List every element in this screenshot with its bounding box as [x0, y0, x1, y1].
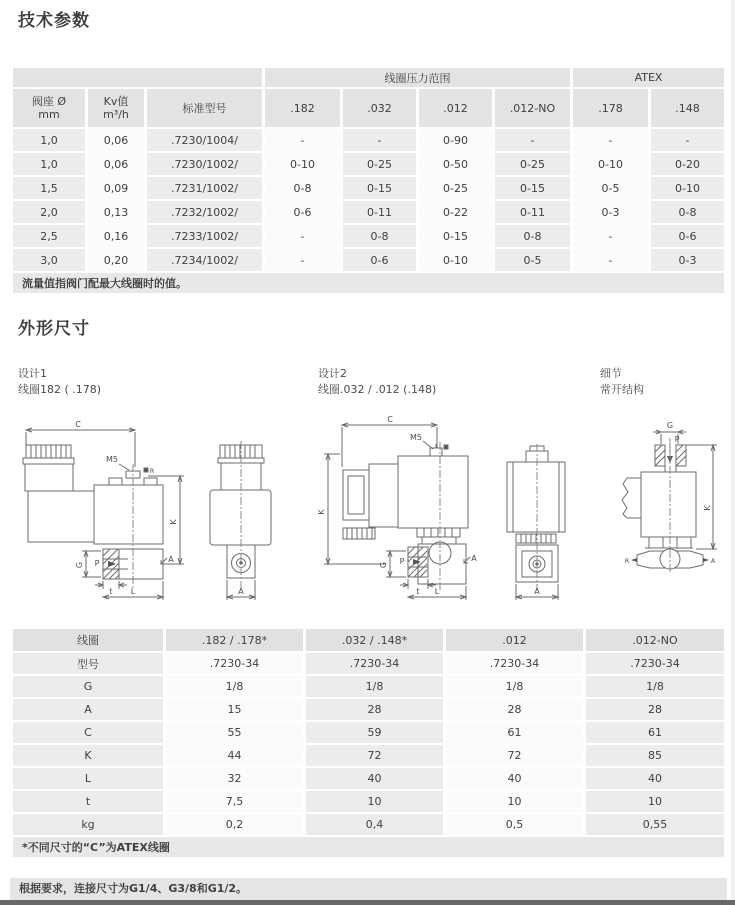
dimension-label-m5: M5 [106, 455, 118, 464]
table-cell: kg [13, 814, 163, 835]
column-header: .012 [446, 629, 583, 651]
table-cell: 10 [586, 791, 724, 812]
table-row [13, 699, 724, 720]
table-cell: 0-50 [419, 153, 492, 175]
dimension-label-a: A [710, 557, 716, 565]
column-header: 线圈 [13, 629, 163, 651]
table-cell: 61 [586, 722, 724, 743]
dimension-label-k: K [169, 519, 178, 525]
table-cell: 1/8 [306, 676, 443, 697]
table-row [13, 201, 724, 223]
column-header: .148 [651, 89, 724, 127]
dimension-label-a-front: A [534, 587, 540, 596]
table-cell: 0-25 [343, 153, 416, 175]
dimension-label-p: P [94, 559, 100, 568]
table-cell: 55 [166, 722, 303, 743]
table-cell: 1,0 [13, 129, 85, 151]
table-cell: 0-25 [495, 153, 570, 175]
dimension-label-c: C [75, 420, 81, 429]
column-header: .178 [573, 89, 648, 127]
table-cell: 28 [446, 699, 583, 720]
dimension-label-a-side: A [471, 554, 477, 563]
table-cell: 0,2 [166, 814, 303, 835]
table-cell: 0,06 [88, 129, 144, 151]
table-cell: 0,4 [306, 814, 443, 835]
table-cell: - [573, 129, 648, 151]
table-cell: - [265, 225, 340, 247]
table-cell: 0-10 [573, 153, 648, 175]
table-cell: 28 [586, 699, 724, 720]
table-row [13, 153, 724, 175]
table-cell: .7230-34 [446, 653, 583, 674]
table-row [13, 722, 724, 743]
table-cell: 0-15 [343, 177, 416, 199]
table-header-row [13, 629, 724, 651]
table-cell: 0,06 [88, 153, 144, 175]
dimension-label-m5: M5 [410, 433, 422, 442]
column-header: .012-NO [586, 629, 724, 651]
dimension-label-r: R [624, 557, 630, 565]
table-cell: - [265, 129, 340, 151]
table-cell: 32 [166, 768, 303, 789]
table-group-header-row [13, 68, 724, 87]
table-cell: 0-5 [573, 177, 648, 199]
table-cell: - [343, 129, 416, 151]
section-title-technical-parameters: 技术参数 [18, 11, 90, 31]
dimension-label-g: G [379, 561, 388, 569]
table-cell: - [573, 249, 648, 271]
dimension-label-g: G [75, 561, 84, 569]
section-title-dimensions: 外形尺寸 [18, 319, 90, 339]
dimension-label-g: G [666, 421, 674, 430]
group-header-blank [13, 68, 262, 87]
table-cell: - [495, 129, 570, 151]
table-cell: 0-15 [419, 225, 492, 247]
dimension-label-t: t [416, 587, 420, 596]
table-cell: 28 [306, 699, 443, 720]
dimension-label-c: C [387, 415, 393, 424]
table-cell: 1/8 [586, 676, 724, 697]
table-cell: 0,5 [446, 814, 583, 835]
column-header: Kv值 m³/h [88, 89, 144, 127]
dimension-label-l: L [434, 587, 440, 596]
column-header: .032 [343, 89, 416, 127]
table-note-row [13, 837, 724, 857]
table-row [13, 177, 724, 199]
table-row [13, 745, 724, 766]
drawing-subtitle: 线圈182 ( .178) [18, 383, 102, 396]
dimension-label-r: R [149, 467, 155, 475]
table-row [13, 791, 724, 812]
table-cell: 1,0 [13, 153, 85, 175]
technical-drawing-design1 [8, 412, 290, 617]
table-cell: 72 [306, 745, 443, 766]
dimension-table [10, 627, 727, 859]
table-cell: .7230-34 [306, 653, 443, 674]
table-cell: 2,0 [13, 201, 85, 223]
table-row [13, 768, 724, 789]
table-cell: 0-22 [419, 201, 492, 223]
table-cell: 0,55 [586, 814, 724, 835]
table-cell: 40 [586, 768, 724, 789]
dimension-label-a-front: A [238, 587, 244, 596]
table-cell: 0-5 [495, 249, 570, 271]
dimension-label-k: K [703, 505, 712, 511]
table-row [13, 814, 724, 835]
group-header-coil-pressure-range: 线圈压力范围 [265, 68, 570, 87]
table-cell: 0,09 [88, 177, 144, 199]
table-cell: .7231/1002/ [147, 177, 262, 199]
drawing-caption-design1 [18, 366, 101, 398]
table-cell: 0-11 [343, 201, 416, 223]
column-header: .032 / .148* [306, 629, 443, 651]
drawing-caption-detail [600, 366, 644, 398]
table-cell: 59 [306, 722, 443, 743]
table-cell: K [13, 745, 163, 766]
table-cell: 1/8 [446, 676, 583, 697]
table-cell: 61 [446, 722, 583, 743]
table-row [13, 676, 724, 697]
table-cell: 10 [306, 791, 443, 812]
drawing-title: 设计2 [318, 367, 347, 380]
drawing-title: 设计1 [18, 367, 47, 380]
drawing-subtitle: 常开结构 [600, 383, 644, 396]
table-cell: 7,5 [166, 791, 303, 812]
table-cell: .7230/1002/ [147, 153, 262, 175]
table-cell: 0-6 [651, 225, 724, 247]
table-cell: t [13, 791, 163, 812]
table-cell: 0-6 [265, 201, 340, 223]
technical-drawing-detail-no [593, 412, 735, 617]
table-cell: 0-90 [419, 129, 492, 151]
table-cell: 40 [306, 768, 443, 789]
group-header-atex: ATEX [573, 68, 724, 87]
column-header: 标准型号 [147, 89, 262, 127]
dimension-label-p: P [674, 435, 680, 444]
table-cell: .7230-34 [166, 653, 303, 674]
table-cell: - [265, 249, 340, 271]
table-cell: 85 [586, 745, 724, 766]
table-row [13, 129, 724, 151]
table-cell: 0-20 [651, 153, 724, 175]
table-cell: 0-6 [343, 249, 416, 271]
table-cell: 15 [166, 699, 303, 720]
drawing-subtitle: 线圈.032 / .012 (.148) [318, 383, 437, 396]
table-cell: 0-25 [419, 177, 492, 199]
table-cell: 0-10 [265, 153, 340, 175]
technical-drawing-design2 [310, 412, 592, 617]
column-header: .182 / .178* [166, 629, 303, 651]
table-cell: 0-8 [651, 201, 724, 223]
table-cell: - [573, 225, 648, 247]
dimension-label-p: P [399, 557, 405, 566]
table-cell: 72 [446, 745, 583, 766]
table-cell: .7232/1002/ [147, 201, 262, 223]
drawing-title: 细节 [600, 367, 622, 380]
table-cell: A [13, 699, 163, 720]
table-note: 流量值指阀门配最大线圈时的值。 [13, 273, 724, 293]
table-row [13, 225, 724, 247]
dimension-label-t: t [109, 587, 113, 596]
table-note: *不同尺寸的“C”为ATEX线圈 [13, 837, 724, 857]
table-cell: 1,5 [13, 177, 85, 199]
table-note-row [13, 273, 724, 293]
table-cell: .7233/1002/ [147, 225, 262, 247]
table-header-row [13, 89, 724, 127]
column-header: .182 [265, 89, 340, 127]
table-cell: 0-15 [495, 177, 570, 199]
table-cell: - [651, 129, 724, 151]
page-right-edge [731, 0, 735, 905]
table-cell: .7234/1002/ [147, 249, 262, 271]
drawing-caption-design2 [318, 366, 436, 398]
table-cell: .7230/1004/ [147, 129, 262, 151]
table-cell: 0-3 [573, 201, 648, 223]
table-cell: 1/8 [166, 676, 303, 697]
table-cell: .7230-34 [586, 653, 724, 674]
column-header: .012 [419, 89, 492, 127]
table-row [13, 653, 724, 674]
table-cell: 0-10 [419, 249, 492, 271]
table-cell: 0-10 [651, 177, 724, 199]
table-row [13, 249, 724, 271]
table-cell: 0,13 [88, 201, 144, 223]
table-cell: 3,0 [13, 249, 85, 271]
table-cell: 0-3 [651, 249, 724, 271]
table-cell: 型号 [13, 653, 163, 674]
page-bottom-edge [0, 900, 735, 905]
table-cell: 0,20 [88, 249, 144, 271]
dimension-label-a-side: A [168, 555, 174, 564]
dimension-label-l: L [130, 587, 136, 596]
dimension-label-k: K [317, 509, 326, 515]
table-cell: C [13, 722, 163, 743]
table-cell: 10 [446, 791, 583, 812]
footer-note-bar: 根据要求，连接尺寸为G1/4、G3/8和G1/2。 [10, 878, 727, 900]
table-cell: 0-8 [343, 225, 416, 247]
column-header: .012-NO [495, 89, 570, 127]
table-cell: 0-8 [265, 177, 340, 199]
table-cell: L [13, 768, 163, 789]
table-cell: 40 [446, 768, 583, 789]
table-cell: 0-8 [495, 225, 570, 247]
table-cell: 0-11 [495, 201, 570, 223]
table-cell: 0,16 [88, 225, 144, 247]
table-cell: G [13, 676, 163, 697]
table-cell: 2,5 [13, 225, 85, 247]
pressure-range-table [10, 66, 727, 295]
column-header: 阀座 Ø mm [13, 89, 85, 127]
table-cell: 44 [166, 745, 303, 766]
